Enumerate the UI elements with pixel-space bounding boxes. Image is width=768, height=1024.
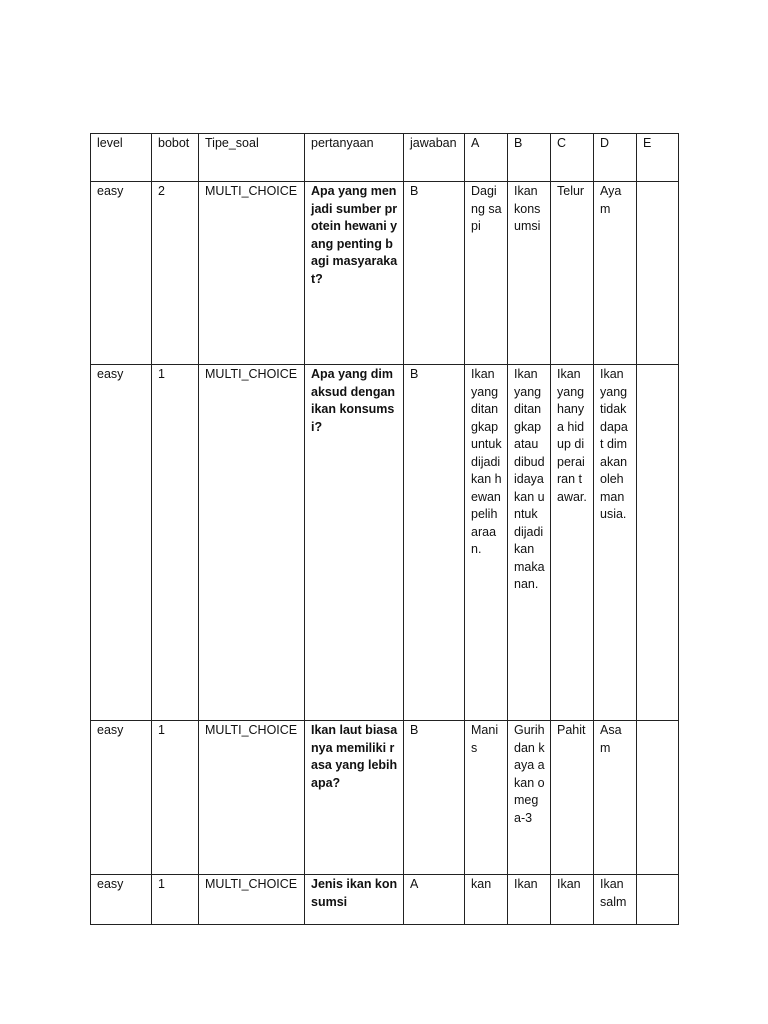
question-table — [90, 133, 679, 925]
cell-tipe-soal: MULTI_CHOICE — [199, 365, 305, 721]
cell-option-b: Gurih dan kaya akan omega-3 — [508, 721, 551, 875]
header-level: level — [91, 134, 152, 182]
cell-pertanyaan: Ikan laut biasanya memiliki rasa yang lebih apa? — [305, 721, 404, 875]
cell-bobot: 1 — [152, 875, 199, 925]
cell-option-c: Ikan — [551, 875, 594, 925]
table-row — [91, 365, 679, 721]
cell-option-e — [637, 875, 679, 925]
cell-option-e — [637, 721, 679, 875]
cell-tipe-soal: MULTI_CHOICE — [199, 182, 305, 365]
header-d: D — [594, 134, 637, 182]
cell-option-c: Ikan yang hanya hidup di perairan tawar. — [551, 365, 594, 721]
table-row — [91, 182, 679, 365]
cell-level: easy — [91, 182, 152, 365]
cell-option-c: Pahit — [551, 721, 594, 875]
cell-jawaban: A — [404, 875, 465, 925]
cell-tipe-soal: MULTI_CHOICE — [199, 875, 305, 925]
cell-pertanyaan: Apa yang menjadi sumber protein hewani yang penting bagi masyarakat? — [305, 182, 404, 365]
cell-bobot: 1 — [152, 365, 199, 721]
cell-level: easy — [91, 875, 152, 925]
header-e: E — [637, 134, 679, 182]
header-bobot: bobot — [152, 134, 199, 182]
table-row — [91, 721, 679, 875]
header-a: A — [465, 134, 508, 182]
header-pertanyaan: pertanyaan — [305, 134, 404, 182]
header-c: C — [551, 134, 594, 182]
cell-pertanyaan: Jenis ikan konsumsi — [305, 875, 404, 925]
cell-option-e — [637, 365, 679, 721]
cell-option-a: kan — [465, 875, 508, 925]
cell-jawaban: B — [404, 182, 465, 365]
cell-option-d: Ayam — [594, 182, 637, 365]
cell-option-c: Telur — [551, 182, 594, 365]
cell-option-a: Manis — [465, 721, 508, 875]
cell-option-b: Ikan konsumsi — [508, 182, 551, 365]
cell-jawaban: B — [404, 365, 465, 721]
cell-option-a: Daging sapi — [465, 182, 508, 365]
cell-jawaban: B — [404, 721, 465, 875]
cell-option-b: Ikan — [508, 875, 551, 925]
cell-level: easy — [91, 721, 152, 875]
table-header-row — [91, 134, 679, 182]
header-jawaban: jawaban — [404, 134, 465, 182]
table-row — [91, 875, 679, 925]
cell-bobot: 2 — [152, 182, 199, 365]
cell-option-d: Asam — [594, 721, 637, 875]
cell-option-d: Ikan yang tidak dapat dimakan oleh manusia. — [594, 365, 637, 721]
header-tipe-soal: Tipe_soal — [199, 134, 305, 182]
cell-option-b: Ikan yang ditangkap atau dibudidayakan untuk dijadikan makanan. — [508, 365, 551, 721]
cell-bobot: 1 — [152, 721, 199, 875]
cell-option-a: Ikan yang ditangkap untuk dijadikan hewan peliharaan. — [465, 365, 508, 721]
cell-option-e — [637, 182, 679, 365]
header-b: B — [508, 134, 551, 182]
cell-level: easy — [91, 365, 152, 721]
cell-tipe-soal: MULTI_CHOICE — [199, 721, 305, 875]
cell-option-d: Ikan salm — [594, 875, 637, 925]
cell-pertanyaan: Apa yang dimaksud dengan ikan konsumsi? — [305, 365, 404, 721]
